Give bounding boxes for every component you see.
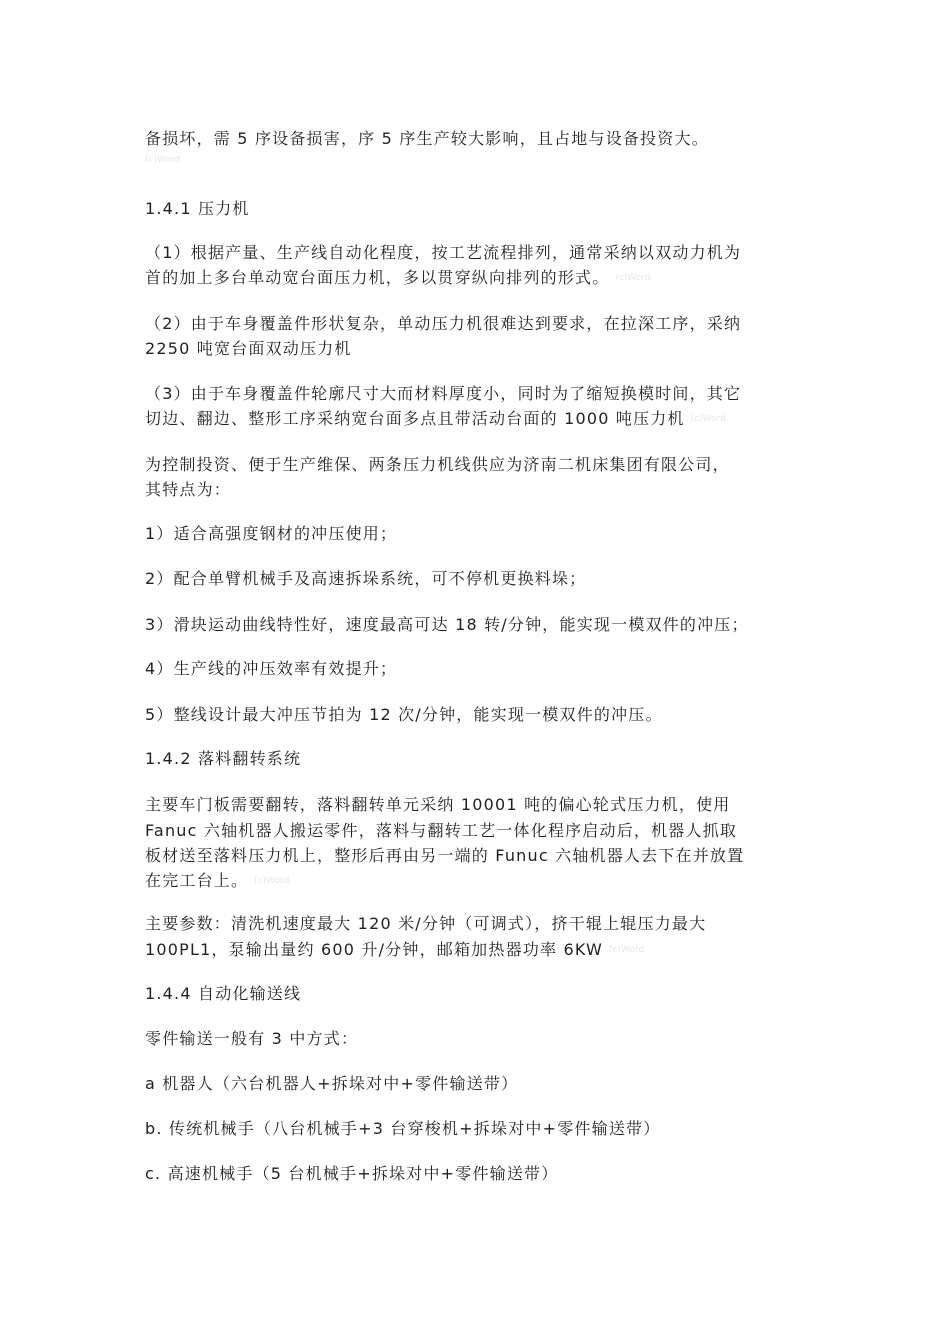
feature-5: 5）整线设计最大冲压节拍为 12 次/分钟，能实现一模双件的冲压。	[145, 705, 663, 724]
feature-1: 1）适合高强度钢材的冲压使用；	[145, 524, 398, 543]
feature-3: 3）滑块运动曲线特性好，速度最高可达 18 转/分钟，能实现一模双件的冲压；	[145, 615, 749, 634]
method-b: b. 传统机械手（八台机械手+3 台穿梭机+拆垛对中+零件输送带）	[145, 1119, 661, 1138]
blanking-line-1: 主要车门板需要翻转，落料翻转单元采纳 10001 吨的偏心轮式压力机，使用	[145, 795, 731, 814]
item-2-line-1: （2）由于车身覆盖件形状复杂，单动压力机很难达到要求，在拉深工序，采纳	[145, 314, 742, 333]
watermark: (c)Word	[609, 945, 645, 955]
intro-line: 备损坏，需 5 序设备损害，序 5 序生产较大影响，且占地与设备投资大。	[145, 129, 709, 148]
item-3-line-2: 切边、翻边、整形工序采纳宽台面多点且带活动台面的 1000 吨压力机 (c)Word	[145, 409, 726, 428]
heading-1-4-4: 1.4.4 自动化输送线	[145, 984, 302, 1003]
blanking-line-3: 板材送至落料压力机上，整形后再由另一端的 Funuc 六轴机器人去下在并放置	[145, 846, 745, 865]
item-1-line-2: 首的加上多台单动宽台面压力机，多以贯穿纵向排列的形式。 (c)Word	[145, 268, 651, 287]
feature-2: 2）配合单臂机械手及高速拆垛系统，可不停机更换料垛；	[145, 569, 587, 588]
heading-1-4-2: 1.4.2 落料翻转系统	[145, 749, 302, 768]
params-line-2: 100PL1，泵输出量约 600 升/分钟，邮箱加热器功率 6KW (c)Word	[145, 940, 645, 959]
transport-intro: 零件输送一般有 3 中方式：	[145, 1029, 359, 1048]
method-c: c. 高速机械手（5 台机械手+拆垛对中+零件输送带）	[145, 1164, 559, 1183]
supplier-line-2: 其特点为：	[145, 480, 232, 499]
params-line-1: 主要参数：清洗机速度最大 120 米/分钟（可调式），挤干辊上辊压力最大	[145, 914, 707, 933]
watermark: (c)Word	[254, 876, 290, 886]
watermark: (c)Word	[690, 414, 726, 424]
watermark: (c)Word	[145, 155, 181, 165]
item-3-line-1: （3）由于车身覆盖件轮廓尺寸大而材料厚度小，同时为了缩短换模时间，其它	[145, 384, 742, 403]
method-a: a 机器人（六台机器人+拆垛对中+零件输送带）	[145, 1074, 519, 1093]
watermark: (c)Word	[615, 273, 651, 283]
item-1-line-1: （1）根据产量、生产线自动化程度，按工艺流程排列，通常采纳以双动力机为	[145, 243, 742, 262]
item-2-line-2: 2250 吨宽台面双动压力机	[145, 339, 352, 358]
feature-4: 4）生产线的冲压效率有效提升；	[145, 659, 398, 678]
supplier-line-1: 为控制投资、便于生产维保、两条压力机线供应为济南二机床集团有限公司，	[145, 455, 730, 474]
blanking-line-4: 在完工台上。 (c)Word	[145, 871, 290, 890]
heading-1-4-1: 1.4.1 压力机	[145, 199, 250, 218]
blanking-line-2: Fanuc 六轴机器人搬运零件，落料与翻转工艺一体化程序启动后，机器人抓取	[145, 821, 738, 840]
